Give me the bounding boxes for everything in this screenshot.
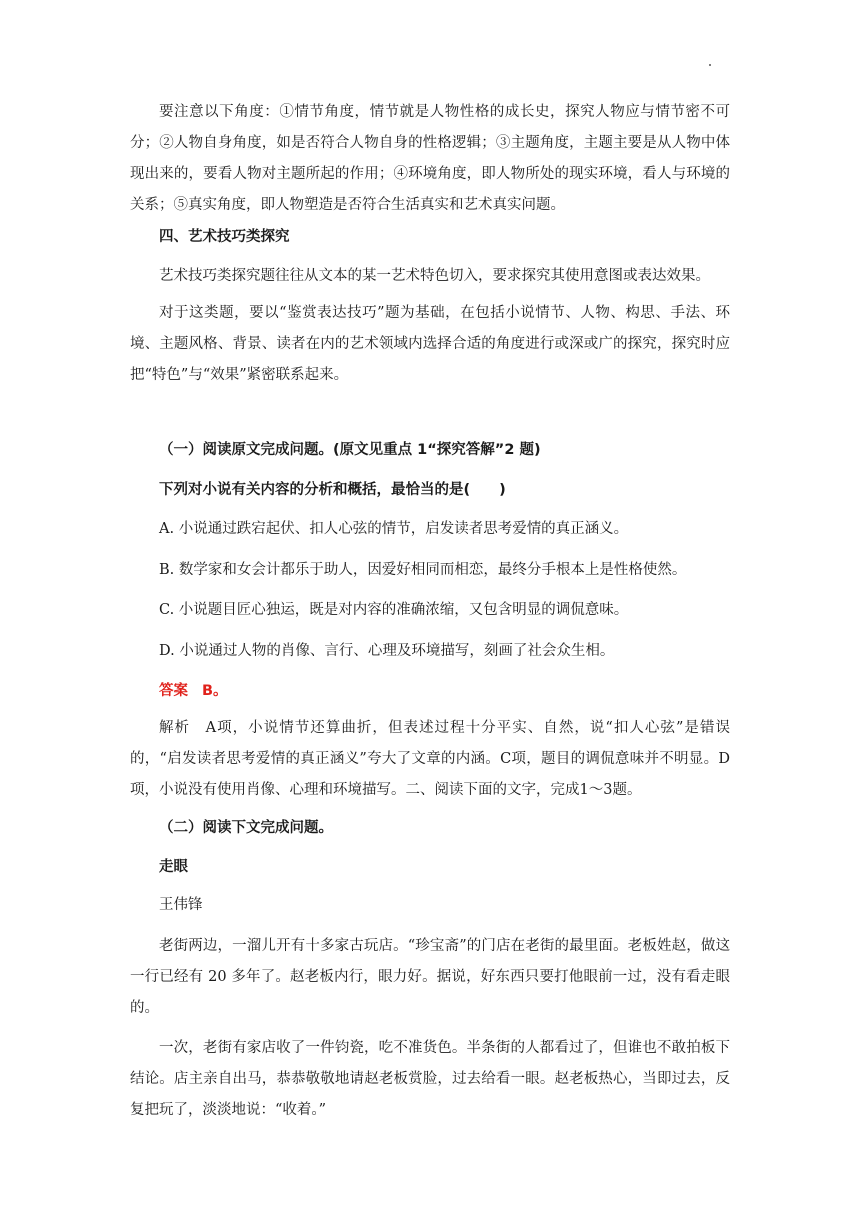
story-paragraph-1: 老街两边，一溜儿开有十多家古玩店。“珍宝斋”的门店在老街的最里面。老板姓赵，做这一行已经有 20 多年了。赵老板内行，眼力好。据说，好东西只要打他眼前一过，没有看走眼的。 [130, 938, 730, 1016]
answer-value: B。 [202, 683, 228, 699]
section4-para1: 艺术技巧类探究题往往从文本的某一艺术特色切入，要求探究其使用意图或表达效果。 [159, 268, 710, 284]
story-author: 王伟锋 [159, 897, 203, 913]
page-mark [709, 64, 711, 66]
section4-heading: 四、艺术技巧类探究 [159, 229, 290, 245]
part2-heading: （二）阅读下文完成问题。 [159, 820, 333, 836]
answer-line [130, 681, 759, 701]
story-paragraph-2: 一次，老街有家店收了一件钧瓷，吃不准货色。半条街的人都看过了，但谁也不敢拍板下结论。店主亲自出马，恭恭敬敬地请赵老板赏脸，过去给看一眼。赵老板热心，当即过去，反复把玩了，淡淡地说：“收着。” [130, 1040, 730, 1118]
option-d: D. 小说通过人物的肖像、言行、心理及环境描写，刻画了社会众生相。 [159, 643, 615, 659]
answer-label: 答案 [159, 683, 188, 699]
part1-heading: （一）阅读原文完成问题。(原文见重点 1“探究答解”2 题) [159, 442, 541, 458]
option-a: A. 小说通过跌宕起伏、扣人心弦的情节，启发读者思考爱情的真正涵义。 [159, 521, 629, 537]
option-c: C. 小说题目匠心独运，既是对内容的准确浓缩，又包含明显的调侃意味。 [159, 602, 629, 618]
analysis-paragraph: 解析 A项，小说情节还算曲折，但表述过程十分平实、自然，说“扣人心弦”是错误的，“启发读者思考爱情的真正涵义”夸大了文章的内涵。C项，题目的调侃意味并不明显。D项，小说没有使用肖像、心理和环境描写。二、阅读下面的文字，完成1～3题。 [130, 720, 730, 798]
question-stem: 下列对小说有关内容的分析和概括，最恰当的是( ) [159, 482, 506, 498]
section4-para2: 对于这类题，要以“鉴赏表达技巧”题为基础，在包括小说情节、人物、构思、手法、环境、主题风格、背景、读者在内的艺术领域内选择合适的角度进行或深或广的探究，探究时应把“特色”与“效果”紧密联系起来。 [130, 305, 730, 383]
story-title: 走眼 [159, 859, 188, 875]
intro-paragraph: 要注意以下角度：①情节角度，情节就是人物性格的成长史，探究人物应与情节密不可分；②人物自身角度，如是否符合人物自身的性格逻辑；③主题角度，主题主要是从人物中体现出来的，要看人物对主题所起的作用；④环境角度，即人物所处的现实环境，看人与环境的关系；⑤真实角度，即人物塑造是否符合生活真实和艺术真实问题。 [130, 104, 730, 213]
option-b: B. 数学家和女会计都乐于助人，因爱好相同而相恋，最终分手根本上是性格使然。 [159, 562, 687, 578]
